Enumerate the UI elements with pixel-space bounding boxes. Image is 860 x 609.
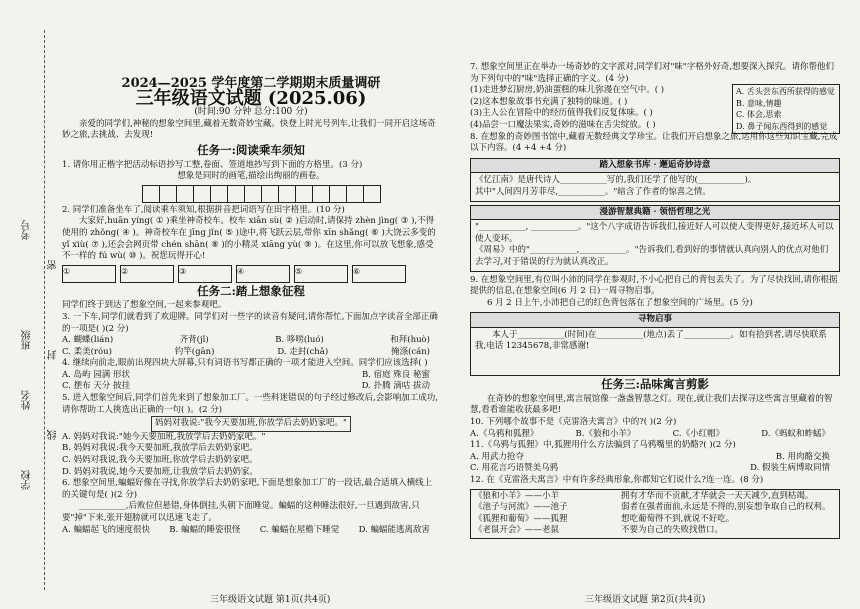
task1-title: 任务一:阅读乘车须知 xyxy=(197,142,305,157)
match-left[interactable]: 《池子与河流》——池子 xyxy=(474,502,568,513)
section-heading: 踏入想象书库 · 邂逅奇妙诗意 xyxy=(471,159,839,174)
label-xuexiao: 学校 xyxy=(22,470,33,490)
q8: 8. 在想象的奇妙图书馆中,藏着无数经典文学珍宝。让我们开启想象之旅,运用你这些知识宝藏,完成以下内容。(4 +4 +4 分) xyxy=(470,131,838,154)
intro-text: 亲爱的同学们,神秘的想象空间里,藏着无数奇妙宝藏。快登上时光号列车,让我们一同开启这场奇妙之旅,去挑战、去发现! xyxy=(62,118,436,141)
fill-blank[interactable]: 《周易》中的"___________,___________。"告诉我们,看到好的事情就认真向别人的优点对他们去学习,对于错误的行为就认真改正。 xyxy=(475,245,829,267)
fill-blank[interactable]: 其中"人间四月芳菲尽,___________。"暗含了作者的惊喜之情。 xyxy=(475,186,711,197)
definition: C. 体会,思索 xyxy=(736,110,782,120)
match-right[interactable]: 不要为自己的失败找借口。 xyxy=(621,525,724,536)
lost-notice xyxy=(470,312,840,376)
q4-options-2 xyxy=(62,381,440,393)
option[interactable]: 钓竿(gān) xyxy=(174,346,215,357)
q3-options-2 xyxy=(62,347,440,359)
footer-right: 三年级语文试题 第2页(共4页) xyxy=(585,595,706,605)
q11-options-2 xyxy=(470,463,840,475)
poetry-section xyxy=(470,158,840,202)
option[interactable]: A. 用武力抢夺 xyxy=(470,451,525,462)
task3-intro: 在奇妙的想象空间里,寓言展馆像一盏盏智慧之灯。现在,就让我们去探寻这些寓言里藏着的智慧,看看谁能收获最多吧! xyxy=(470,393,833,416)
option[interactable]: B. 宿庭 殊良 秘蜜 xyxy=(361,369,430,380)
tianzige-cell[interactable]: ② xyxy=(120,265,174,283)
q6-text: ___________,后败位但悬错,身体倒挂,头朝下面睡觉。蝙蝠的这种睡法很好,一旦遇到敌害,只要"掉"下来,张开翅膀就可以迅速飞走了。 xyxy=(62,501,420,523)
cut-line xyxy=(44,30,45,590)
option[interactable]: B. 蝙蝠的睡姿很怪 xyxy=(169,524,241,535)
q11: 11.《乌鸦与狐狸》中,狐狸用什么方法骗到了乌鸦嘴里的奶酪?( )(2 分) xyxy=(470,440,736,451)
q6-options xyxy=(62,525,440,537)
task2-title: 任务二:踏上想象征程 xyxy=(197,283,305,298)
section-heading: 漫游智慧典籍 · 领悟哲理之光 xyxy=(471,206,839,221)
label-banji: 班级 xyxy=(22,330,33,350)
option[interactable]: C. 蝙蝠在屋檐下睡觉 xyxy=(259,524,340,535)
option[interactable]: C. 摆布 天分 披挂 xyxy=(62,381,131,392)
label-feng: 封 xyxy=(48,350,59,360)
q2: 2. 同学们准备坐车了,阅读乘车须知,根据拼音把词语写在田字格里。(10 分) xyxy=(62,204,345,215)
q11-options xyxy=(470,452,840,464)
q4-options xyxy=(62,370,440,382)
exam-header: 2024—2025 学年度第二学期期末质量调研 xyxy=(121,76,381,91)
tianzige-cell[interactable]: ① xyxy=(62,265,116,283)
definition-box xyxy=(732,84,840,134)
definition: A. 舌头尝东西所获得的感觉 xyxy=(736,87,835,96)
fill-blank[interactable]: "___________, ___________。"这个八字成语告诉我们,接近好人可以使人变得更好,接近坏人可以使人变坏。 xyxy=(475,222,834,244)
q7-item: (3)主人公在冒险中的经历值得我们反复体味。( ) xyxy=(470,108,653,119)
match-right[interactable]: 想吃葡萄得不到,就说不好吃。 xyxy=(621,513,735,524)
option[interactable]: 齐背(jǐ) xyxy=(179,335,209,346)
matching-table[interactable] xyxy=(470,489,840,539)
option[interactable]: A. 妈妈对我说:"她今天要加班,我放学后去奶奶家吧。" xyxy=(62,431,266,442)
definition: B. 意味,情趣 xyxy=(736,98,782,108)
option[interactable]: B. 妈妈对我说:我今天要加班,我放学后去奶奶家吧。 xyxy=(62,443,258,454)
match-left[interactable]: 《老鼠开会》——老鼠 xyxy=(474,525,560,536)
fill-blank[interactable]: 《忆江南》是唐代诗人___________写的,我们还学了他写的(___________)。 xyxy=(475,175,757,186)
q10-options xyxy=(470,429,840,441)
option[interactable]: A. 蝙蝠起飞的速度很快 xyxy=(62,524,151,535)
option[interactable]: C.《小红帽》 xyxy=(672,428,725,439)
option[interactable]: A.《乌鸦和狐狸》 xyxy=(470,428,539,439)
q10: 10. 下列哪个故事不是《克雷洛夫寓言》中的?( )(2 分) xyxy=(470,417,677,428)
exam-time: (时间:90 分钟 总分:100 分) xyxy=(194,107,308,118)
q7-item: (4)品尝一口魔法果实,奇妙的滋味在舌尖绽放。( ) xyxy=(470,119,656,130)
writing-grid[interactable] xyxy=(142,185,440,203)
option[interactable]: C. 妈妈对我说,我今天要加班,你放学后去奶奶家吧。 xyxy=(62,455,258,466)
notice-heading: 寻物启事 xyxy=(471,313,839,328)
q6: 6. 想象空间里,蝙蝠好像在寻找,你放学后去奶奶家吧,下面是想象加工厂的一段话,最合适填入横线上的关键句是( )(2 分) xyxy=(62,478,433,500)
wisdom-section xyxy=(470,205,840,272)
q7-item: (1)走进梦幻厨房,奶油蛋糕的味儿弥漫在空气中。( ) xyxy=(470,85,665,96)
q9: 9. 在想象空间里,有位叫小沛的同学在参观时,不小心把自己的背包丢失了。为了尽快找回,请你根据提供的信息,在想象空间(6 月 2 日)一周寻物启事。 xyxy=(470,274,838,297)
label-xian: 线 xyxy=(48,430,59,440)
label-xingming: 姓名 xyxy=(22,390,33,410)
q7-item: (2)这本想象故事书充满了独特的味道。( ) xyxy=(470,96,628,107)
option[interactable]: D. 蝙蝠能逃离敌害 xyxy=(358,524,430,535)
option[interactable]: B.《狼和小羊》 xyxy=(575,428,636,439)
match-left[interactable]: 《狼和小羊》——小羊 xyxy=(474,490,560,501)
match-right[interactable]: 拥有才华而不贡献,才华就会一天天减少,直到枯竭。 xyxy=(621,490,814,501)
q1-prompt: 想象是同时的画笔,描绘出绚丽的画卷。 xyxy=(177,171,325,182)
option[interactable]: D. 走封(chǎ) xyxy=(277,346,329,357)
match-left[interactable]: 《狐狸和葡萄》——狐狸 xyxy=(474,513,568,524)
option[interactable]: B. 用肉酪交换 xyxy=(775,451,830,462)
exam-title: 三年级语文试题 (2025.06) xyxy=(135,87,367,109)
tianzige-cell[interactable]: ⑥ xyxy=(352,265,406,283)
definition: D. 鼻子闻东西得到的感觉 xyxy=(736,121,828,131)
option[interactable]: D.《蚂蚁和蚱蜢》 xyxy=(761,428,830,439)
q5: 5. 进入想象空间后,同学们首先来到了想象加工厂。一些科迷错误的句子经过修改后,会影响加工成功,请你帮助工人挑选出正确的一句( )。(2 分) xyxy=(62,393,438,415)
option[interactable]: D. 假装生病博取同情 xyxy=(750,463,830,474)
option[interactable]: D. 妈妈对我说,她今天要加班,让我放学后去奶奶家。 xyxy=(62,466,258,477)
option[interactable]: 和拜(huò) xyxy=(390,335,430,346)
q1: 1. 请你用正楷字把活动标语抄写工整,卷面、签道地抄写到下面的方格里。(3 分) xyxy=(62,159,363,170)
right-column xyxy=(470,62,840,541)
footer-left: 三年级语文试题 第1页(共4页) xyxy=(210,595,331,605)
task3-title: 任务三:品味寓言剪影 xyxy=(601,377,709,392)
match-right[interactable]: 弱者在强者面前,永远是不得的,别妄想争取自己的权利。 xyxy=(621,502,831,513)
option[interactable]: C. 用花言巧语赞美乌鸦 xyxy=(470,463,559,474)
q3: 3. 一下车,同学们就看到了欢迎牌。同学们对一些字的读音有疑问,请你帮忙,下面加点字读音全部正确的一项是( )(2 分) xyxy=(62,311,438,334)
tianzige-cell[interactable]: ③ xyxy=(178,265,232,283)
q7: 7. 想象空间里正在举办一场奇妙的文字派对,同学们对"味"字格外好奇,想要深入探究。请你帮他们为下列句中的"味"选择正确的字义。(4 分) xyxy=(470,62,835,84)
option[interactable]: B. 哆唠(luó) xyxy=(275,335,324,346)
q3-options xyxy=(62,335,440,347)
q2b: 同学们终于到达了想象空间,一起来参观吧。 xyxy=(62,300,227,311)
notice-text[interactable]: 本人于___________(时间)在___________(地点)丢了___________。如有拾到者,请尽快联系我,电话 12345678,非常感谢! xyxy=(475,329,827,352)
binding-margin xyxy=(18,30,58,590)
left-column xyxy=(62,72,440,536)
option[interactable]: 掩涤(cán) xyxy=(391,346,430,357)
tianzige-cell[interactable]: ④ xyxy=(236,265,290,283)
label-kaohao: 考号 xyxy=(22,220,33,240)
label-mi: 密 xyxy=(48,260,59,270)
q9-text: 6 月 2 日上午,小沛把自己的红色背包落在了想象空间的广场里。(5 分) xyxy=(487,297,753,308)
option[interactable]: A. 蝴蝶(lián) xyxy=(62,335,114,346)
option[interactable]: C. 柔美(róu) xyxy=(62,346,112,357)
q12: 12. 在《克雷洛夫寓言》中有许多经典形象,你都知它们说什么?连一连。(8 分) xyxy=(470,475,764,486)
tianzige-cell[interactable]: ⑤ xyxy=(294,265,348,283)
option[interactable]: A. 岛屿 园满 形状 xyxy=(62,369,130,380)
q2-text: 大家好,huān yíng( ① )乘坐神奇校车。校车 xiān sù( ② )启动时,请保持 zhèn jìng( ③ ),不得使用的 zhǒng( ④ )。神奇校车在 jīng jǐn( ⑤ )途中,将飞跃云层,带你 xīn shǎng( ⑥ )大饶云多变的 yǐ xiù( ⑦ ),还会会网页带 chén shān( ⑧ )的小精灵 xiāng yù( ⑨ )。在这里,你可以放飞想象,感受不一样的 fú wù( ⑩ )。祝您玩得开心! xyxy=(62,216,436,262)
tianzige-row[interactable] xyxy=(62,265,440,283)
option[interactable]: D. 扑腾 滴咕 拔动 xyxy=(361,381,430,392)
q4: 4. 继续向前走,眼前出现四块大屏幕,只有词语书写都正确的一项才能进入空间。同学们应该选择( ) xyxy=(62,358,428,369)
q5-box: 妈妈对我说:"我今天要加班,你放学后去奶奶家吧。" xyxy=(151,416,351,432)
